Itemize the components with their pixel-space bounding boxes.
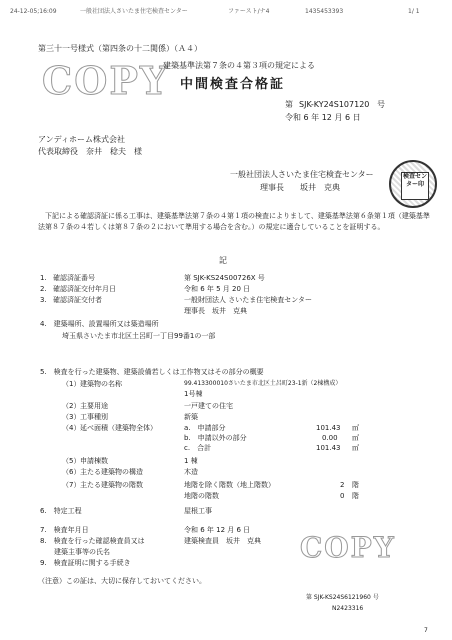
- item-3-no: 3.: [40, 296, 47, 304]
- certificate-title: 中間検査合格証: [180, 77, 286, 92]
- fax-date: 24-12-05;16:09: [10, 8, 57, 15]
- item-5-6-label: 主たる建築物の構造: [80, 468, 143, 476]
- item-2-no: 2.: [40, 285, 47, 293]
- area-c-unit: ㎡: [352, 444, 359, 452]
- item-5-2-value: 一戸建ての住宅: [184, 402, 233, 410]
- form-number: 第三十一号様式（第四条の十二関係）（Ａ４）: [38, 44, 202, 53]
- fax-phone: 1435453393: [305, 8, 344, 15]
- area-a-label: a. 申請部分: [184, 424, 226, 432]
- item-5-7-label: 主たる建築物の階数: [80, 481, 143, 489]
- cert-number-suffix: 号: [377, 100, 385, 109]
- area-b-label: b. 申請以外の部分: [184, 434, 247, 442]
- item-1-label: 確認済証番号: [53, 274, 95, 282]
- item-5-1-value-2: 1号棟: [184, 390, 203, 398]
- footer-page-mark: 7: [424, 627, 428, 634]
- item-5-4-no: （4）: [62, 424, 81, 432]
- item-5-2-no: （2）: [62, 402, 81, 410]
- item-7-label: 7. 検査年月日: [40, 526, 89, 534]
- fax-number: ファースト/ナ4: [228, 8, 270, 15]
- area-c-label: c. 合計: [184, 444, 212, 452]
- seal-text: 検査センター印: [401, 172, 429, 200]
- item-5-4-label: 延べ面積（建築物全体）: [80, 424, 157, 432]
- floors-above-value: 2: [340, 481, 345, 489]
- item-9-label: 9. 検査証明に関する手続き: [40, 559, 131, 567]
- ki-heading: 記: [219, 256, 227, 265]
- item-6-value: 屋根工事: [184, 507, 212, 515]
- item-5-5-label: 申請棟数: [80, 457, 108, 465]
- item-8-label: 8. 検査を行った確認検査員又は: [40, 537, 145, 545]
- addressee-company: アンディホーム株式会社: [38, 135, 126, 144]
- item-5-3-label: 工事種別: [80, 413, 108, 421]
- item-5-3-value: 新築: [184, 413, 198, 421]
- item-5-5-no: （5）: [62, 457, 81, 465]
- fax-from: 一般社団法人さいたま住宅検査センター: [80, 8, 188, 15]
- copy-watermark-2: COPY: [300, 531, 396, 564]
- area-a-unit: ㎡: [352, 424, 359, 432]
- item-8-value: 建築検査員 坂井 克典: [184, 537, 261, 545]
- item-5-6-no: （6）: [62, 468, 81, 476]
- item-5-label: 5. 検査を行った建築物、建築設備若しくは工作物又はその部分の概要: [40, 368, 264, 376]
- item-4-label: 4. 建築場所、設置場所又は築造場所: [40, 320, 159, 328]
- footer-ref-code: N2423316: [332, 605, 364, 612]
- floors-below-unit: 階: [352, 492, 359, 500]
- floors-below-value: 0: [340, 492, 345, 500]
- issuer-director: 理事長 坂井 克典: [260, 183, 340, 192]
- area-a-value: 101.43: [316, 424, 341, 432]
- item-3-label: 確認済証交付者: [53, 296, 102, 304]
- official-seal: [389, 160, 437, 208]
- item-4-value: 埼玉県さいたま市北区土呂町一丁目99番1の一部: [62, 332, 216, 340]
- item-5-5-value: 1 棟: [184, 457, 198, 465]
- fax-page: 1/ 1: [408, 8, 420, 15]
- floors-below-label: 地階の階数: [184, 492, 219, 500]
- item-7-value: 令和 6 年 12 月 6 日: [184, 526, 251, 534]
- floors-above-label: 地階を除く階数（地上階数）: [184, 481, 275, 489]
- footer-ref-number: 第 SJK-KS24S6121960 号: [306, 594, 379, 601]
- item-5-6-value: 木造: [184, 468, 198, 476]
- area-b-unit: ㎡: [352, 434, 359, 442]
- cert-number: SJK-KY24S107120: [299, 100, 370, 109]
- area-c-value: 101.43: [316, 444, 341, 452]
- note: （注意）この証は、大切に保存しておいてください。: [38, 577, 206, 585]
- item-3-value: 一般財団法人 さいたま住宅検査センター: [184, 296, 312, 304]
- item-8-label-2: 建築主事等の氏名: [40, 548, 110, 556]
- item-2-label: 確認済証交付年月日: [53, 285, 116, 293]
- item-5-3-no: （3）: [62, 413, 81, 421]
- issuer-org: 一般社団法人さいたま住宅検査センター: [230, 170, 374, 179]
- certification-statement: 下記による確認済証に係る工事は、建築基準法第７条の４第１項の検査によりまして、建築基準法第６条第１項（建築基準法第８７条の４若しくは第８７条の２において準用する場合を含む。）の規定に適合していることを証明する。: [38, 212, 430, 231]
- area-b-value: 0.00: [322, 434, 338, 442]
- item-1-value: 第 SJK-KS24S00726X 号: [184, 274, 265, 282]
- item-5-1-label: 建築物の名称: [80, 380, 122, 388]
- item-5-2-label: 主要用途: [80, 402, 108, 410]
- addressee-representative: 代表取締役 奈井 稔夫 様: [38, 147, 142, 156]
- item-1-no: 1.: [40, 274, 47, 282]
- item-5-1-value: 99.413300010さいたま市北区土呂町23-1新（2棟構成）: [184, 380, 342, 387]
- cert-number-label: 第: [285, 100, 293, 109]
- issue-date: 令和 6 年 12 月 6 日: [285, 113, 361, 122]
- legal-basis: 建築基準法第７条の４第３項の規定による: [163, 61, 315, 70]
- floors-above-unit: 階: [352, 481, 359, 489]
- copy-watermark: COPY: [42, 58, 170, 103]
- item-5-1-no: （1）: [62, 380, 81, 388]
- item-2-value: 令和 6 年 5 月 20 日: [184, 285, 251, 293]
- item-6-label: 6. 特定工程: [40, 507, 82, 515]
- item-5-7-no: （7）: [62, 481, 81, 489]
- item-3-value-2: 理事長 坂井 克典: [184, 307, 247, 315]
